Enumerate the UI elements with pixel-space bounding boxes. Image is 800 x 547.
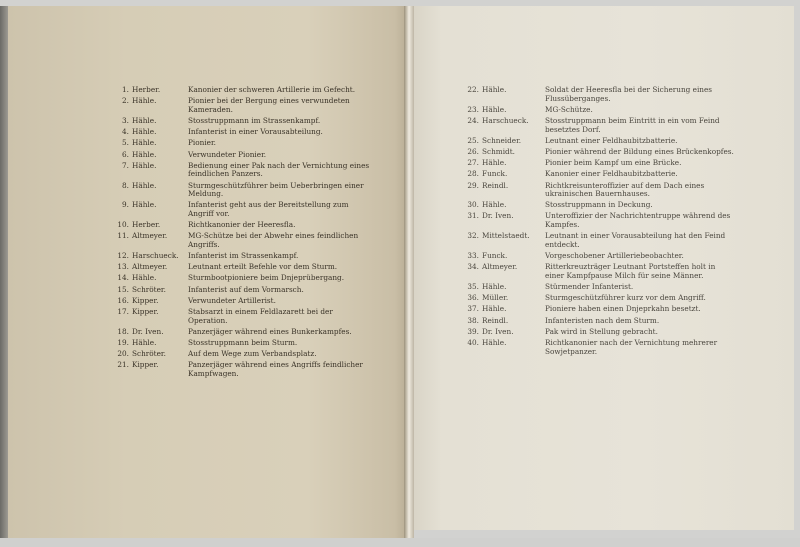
entry-description: Stürmender Infanterist. (545, 282, 634, 291)
entry-description: Infanteristen nach dem Sturm. (545, 315, 660, 325)
entry-number: 2. (122, 96, 129, 106)
entry-number: 4. (122, 127, 129, 137)
index-entry (114, 86, 374, 95)
entry-number: 10. (117, 220, 129, 230)
entry-artist: Kipper. (132, 295, 159, 305)
entry-number: 31. (467, 211, 479, 221)
entry-artist: Herber. (132, 85, 161, 94)
index-entry (114, 139, 374, 148)
index-entry (464, 201, 734, 210)
index-entry (114, 274, 374, 283)
index-entry (114, 162, 374, 179)
index-entry (114, 361, 374, 378)
index-entry (464, 252, 734, 261)
entry-number: 1. (122, 85, 129, 94)
entry-artist: Schröter. (132, 349, 166, 359)
index-entry (114, 328, 374, 337)
entry-description: Stabsarzt in einem Feldlazarett bei der Operation. (188, 306, 333, 325)
entry-description: Richtkanonier nach der Vernichtung mehrerer Sowjetpanzer. (545, 337, 718, 356)
index-entry (114, 182, 374, 199)
index-entry (464, 232, 734, 249)
entry-number: 17. (117, 306, 129, 316)
entry-description: Panzerjäger während eines Bunkerkampfes. (188, 326, 352, 336)
index-entry (114, 308, 374, 325)
entry-number: 22. (467, 85, 479, 94)
entry-artist: Reindl. (482, 180, 509, 190)
entry-artist: Hähle. (132, 149, 157, 159)
entry-description: Panzerjäger während eines Angriffs feindlicher Kampfwagen. (188, 360, 363, 378)
entry-number: 14. (117, 273, 129, 283)
entry-description: Sturmgeschützführer kurz vor dem Angriff. (545, 293, 706, 303)
entry-artist: Altmeyer. (132, 231, 168, 241)
book-gutter (404, 6, 414, 540)
index-entry (464, 182, 734, 199)
entry-artist: Dr. Iven. (482, 326, 514, 336)
entry-number: 16. (117, 295, 129, 305)
entry-number: 36. (467, 293, 479, 303)
entry-description: Pioniere haben einen Dnjeprkahn besetzt. (545, 304, 701, 314)
entry-description: Auf dem Wege zum Verbandsplatz. (188, 349, 317, 359)
entry-number: 11. (117, 231, 129, 241)
index-entry (464, 317, 734, 326)
entry-number: 20. (117, 349, 129, 359)
entry-artist: Altmeyer. (132, 262, 168, 272)
entry-artist: Hähle. (132, 273, 157, 283)
index-entry (464, 137, 734, 146)
index-entry (464, 86, 734, 103)
entry-artist: Hähle. (132, 180, 157, 190)
entry-number: 38. (467, 315, 479, 325)
entry-artist: Hähle. (132, 96, 157, 106)
entry-artist: Herber. (132, 220, 161, 230)
entry-artist: Reindl. (482, 315, 509, 325)
entry-artist: Hähle. (482, 85, 507, 94)
entry-number: 37. (467, 304, 479, 314)
entry-artist: Kipper. (132, 306, 159, 316)
index-entry (114, 97, 374, 114)
index-entry (114, 252, 374, 261)
entry-artist: Hähle. (132, 337, 157, 347)
entry-artist: Schmidt. (482, 146, 515, 156)
entry-description: Verwundeter Artillerist. (188, 295, 276, 305)
entry-number: 7. (122, 160, 129, 170)
background-strip (0, 538, 800, 547)
entry-description: Pionier beim Kampf um eine Brücke. (545, 158, 682, 168)
entry-description: Infanterist im Strassenkampf. (188, 251, 299, 261)
entry-artist: Hähle. (132, 127, 157, 137)
entry-description: Verwundeter Pionier. (188, 149, 267, 159)
entry-description: MG-Schütze. (545, 104, 593, 114)
entry-number: 5. (122, 138, 129, 148)
entry-description: Bedienung einer Pak nach der Vernichtung eines feindlichen Panzers. (188, 160, 370, 179)
index-entry (464, 283, 734, 292)
entry-description: MG-Schütze bei der Abwehr eines feindlichen Angriffs. (188, 231, 359, 249)
index-entry (114, 117, 374, 126)
index-entry (464, 328, 734, 337)
index-entry (464, 305, 734, 314)
entry-description: Leutnant in einer Vorausabteilung hat den Feind entdeckt. (545, 231, 726, 249)
left-page-index (114, 86, 374, 381)
entry-description: Infanterist in einer Vorausabteilung. (188, 127, 323, 137)
entry-artist: Schröter. (132, 284, 166, 294)
entry-description: Vorgeschobener Artilleriebeobachter. (545, 251, 684, 261)
entry-artist: Hähle. (482, 282, 507, 291)
entry-artist: Hähle. (482, 337, 507, 347)
right-page-index (464, 86, 734, 359)
index-entry (114, 263, 374, 272)
entry-artist: Hähle. (482, 304, 507, 314)
entry-number: 24. (467, 115, 479, 125)
entry-artist: Hähle. (132, 160, 157, 170)
entry-artist: Müller. (482, 293, 509, 303)
entry-artist: Hähle. (482, 200, 507, 210)
index-entry (464, 170, 734, 179)
entry-description: Sturmbootpioniere beim Dnjeprübergang. (188, 273, 345, 283)
entry-number: 27. (467, 158, 479, 168)
index-entry (464, 263, 734, 280)
entry-number: 13. (117, 262, 129, 272)
entry-number: 23. (467, 104, 479, 114)
entry-description: Leutnant einer Feldhaubitzbatterie. (545, 135, 678, 145)
entry-artist: Dr. Iven. (482, 211, 514, 221)
entry-number: 40. (467, 337, 479, 347)
entry-number: 33. (467, 251, 479, 261)
entry-number: 30. (467, 200, 479, 210)
entry-description: Infanterist geht aus der Bereitstellung zum Angriff vor. (188, 200, 349, 218)
entry-number: 35. (467, 282, 479, 291)
entry-artist: Hähle. (132, 200, 157, 210)
entry-artist: Funck. (482, 169, 508, 179)
entry-artist: Harschueck. (482, 115, 529, 125)
entry-description: Pak wird in Stellung gebracht. (545, 326, 658, 336)
index-entry (114, 350, 374, 359)
index-entry (114, 339, 374, 348)
entry-description: Richtkanonier der Heeresfla. (188, 220, 296, 230)
entry-description: Leutnant erteilt Befehle vor dem Sturm. (188, 262, 338, 272)
entry-description: Stosstruppmann beim Eintritt in ein vom Feind besetztes Dorf. (545, 115, 720, 134)
entry-number: 18. (117, 326, 129, 336)
entry-artist: Harschueck. (132, 251, 179, 261)
index-entry (114, 297, 374, 306)
index-entry (464, 117, 734, 134)
entry-artist: Funck. (482, 251, 508, 261)
entry-artist: Mittelstaedt. (482, 231, 530, 241)
entry-number: 26. (467, 146, 479, 156)
entry-number: 28. (467, 169, 479, 179)
index-entry (464, 148, 734, 157)
entry-description: Kanonier der schweren Artillerie im Gefecht. (188, 85, 356, 94)
index-entry (114, 232, 374, 249)
entry-number: 32. (467, 231, 479, 241)
index-entry (464, 212, 734, 229)
entry-description: Kanonier einer Feldhaubitzbatterie. (545, 169, 678, 179)
entry-number: 6. (122, 149, 129, 159)
entry-description: Stosstruppmann im Strassenkampf. (188, 115, 321, 125)
entry-number: 25. (467, 135, 479, 145)
entry-artist: Hähle. (132, 138, 157, 148)
index-entry (464, 339, 734, 356)
entry-description: Richtkreisunteroffizier auf dem Dach eines ukrainischen Bauernhauses. (545, 180, 705, 199)
entry-description: Infanterist auf dem Vormarsch. (188, 284, 304, 294)
entry-description: Stosstruppmann beim Sturm. (188, 337, 298, 347)
entry-number: 3. (122, 115, 129, 125)
entry-artist: Hähle. (132, 115, 157, 125)
index-entry (114, 151, 374, 160)
entry-description: Ritterkreuzträger Leutnant Portsteffen holt in einer Kampfpause Milch für seine Männer. (545, 262, 716, 280)
entry-number: 19. (117, 337, 129, 347)
entry-description: Sturmgeschützführer beim Ueberbringen einer Meldung. (188, 180, 364, 199)
entry-artist: Schneider. (482, 135, 522, 145)
entry-description: Soldat der Heeresfla bei der Sicherung eines Flussüberganges. (545, 85, 713, 103)
entry-number: 21. (117, 360, 129, 370)
entry-description: Pionier. (188, 138, 216, 148)
index-entry (114, 286, 374, 295)
index-entry (464, 106, 734, 115)
entry-description: Pionier bei der Bergung eines verwundeten Kameraden. (188, 96, 350, 114)
index-entry (114, 201, 374, 218)
entry-artist: Kipper. (132, 360, 159, 370)
entry-artist: Hähle. (482, 158, 507, 168)
entry-artist: Dr. Iven. (132, 326, 164, 336)
entry-number: 39. (467, 326, 479, 336)
entry-description: Unteroffizier der Nachrichtentruppe während des Kampfes. (545, 211, 731, 230)
index-entry (114, 221, 374, 230)
entry-number: 15. (117, 284, 129, 294)
index-entry (464, 159, 734, 168)
entry-number: 9. (122, 200, 129, 210)
entry-number: 8. (122, 180, 129, 190)
entry-number: 12. (117, 251, 129, 261)
entry-description: Pionier während der Bildung eines Brückenkopfes. (545, 146, 734, 156)
entry-description: Stosstruppmann in Deckung. (545, 200, 653, 210)
entry-number: 34. (467, 262, 479, 272)
entry-artist: Hähle. (482, 104, 507, 114)
entry-artist: Altmeyer. (482, 262, 518, 272)
index-entry (114, 128, 374, 137)
index-entry (464, 294, 734, 303)
entry-number: 29. (467, 180, 479, 190)
